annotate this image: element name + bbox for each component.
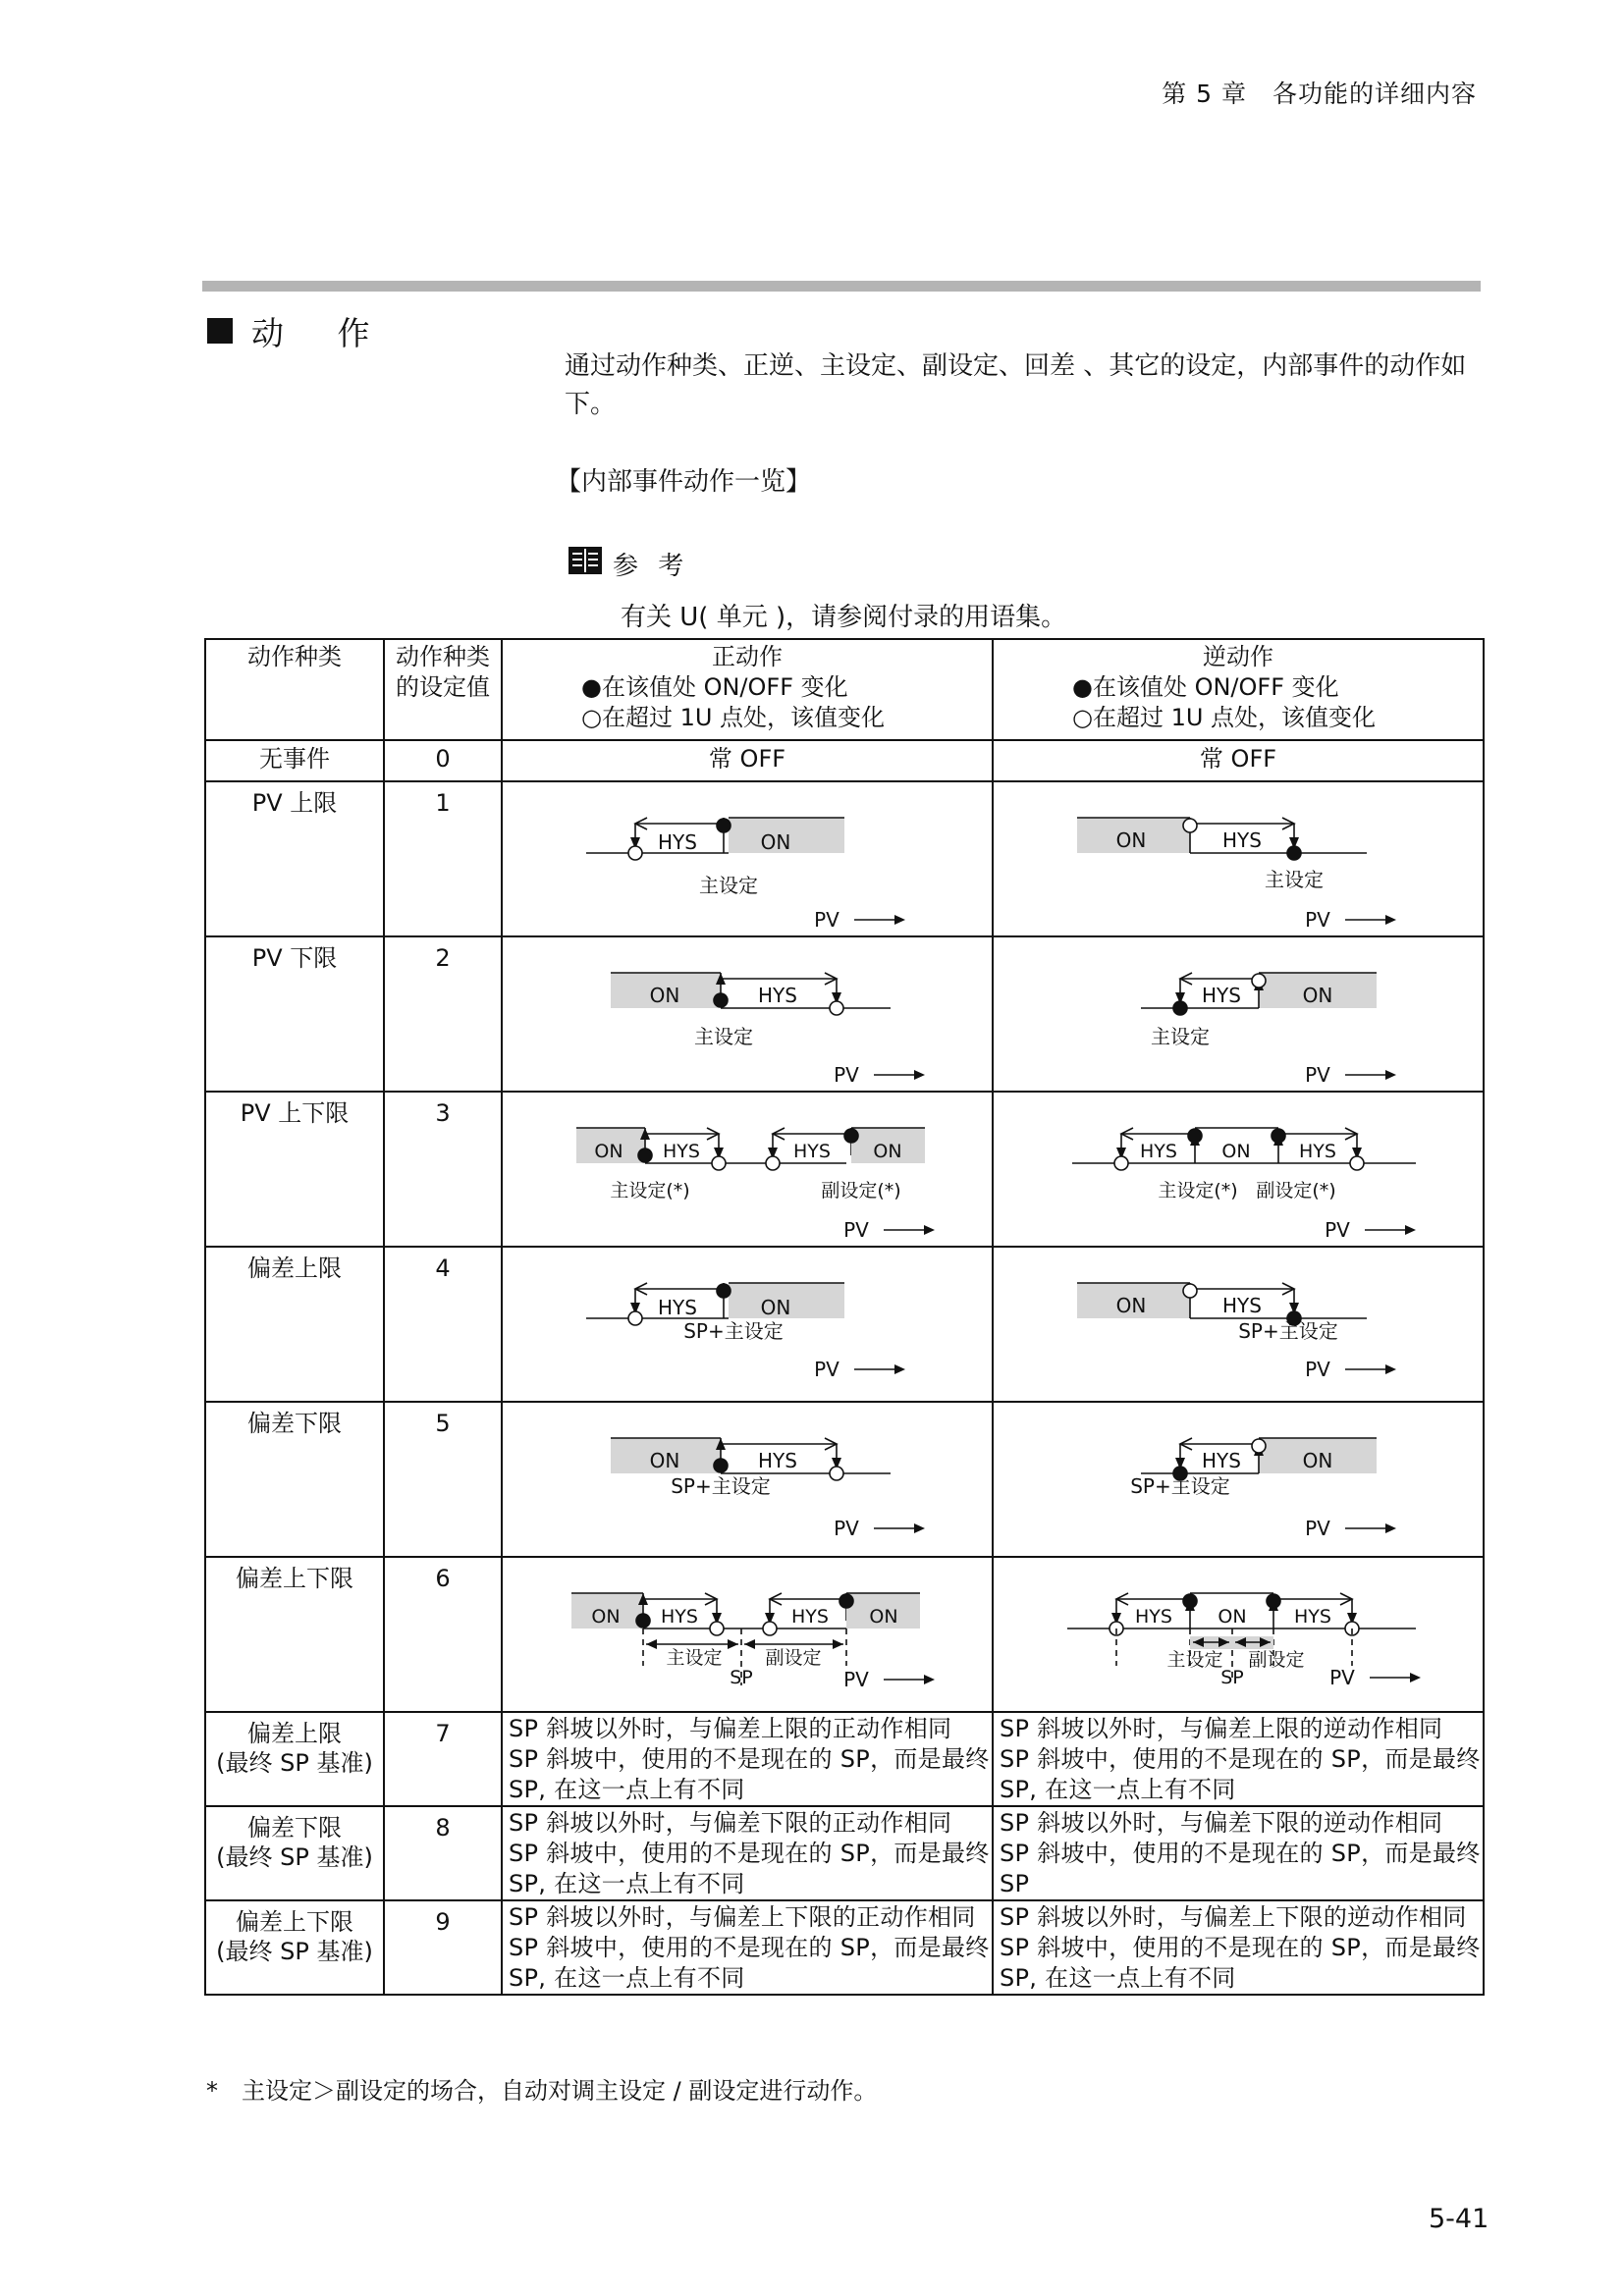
row-value: 9 bbox=[384, 1900, 502, 1995]
label-sp: SP bbox=[730, 1667, 753, 1688]
switch-point-dot bbox=[1173, 1001, 1187, 1015]
switch-point-dot bbox=[1267, 1594, 1280, 1608]
row-type: PV 上限 bbox=[205, 781, 384, 936]
switch-point-dot bbox=[717, 1284, 731, 1298]
label-hys: HYS bbox=[661, 1606, 698, 1628]
label-on: ON bbox=[1221, 1141, 1251, 1162]
label-on: ON bbox=[1115, 1294, 1147, 1317]
label-hys: HYS bbox=[1202, 984, 1241, 1007]
label-main-set: 主设定 bbox=[699, 874, 758, 897]
reverse-action-diagram bbox=[994, 782, 1485, 934]
label-hys: HYS bbox=[658, 830, 697, 854]
label-on: ON bbox=[1115, 828, 1147, 852]
offset-point-circle bbox=[830, 1001, 843, 1015]
row-reverse-text: SP 斜坡以外时，与偏差上限的逆动作相同 SP 斜坡中，使用的不是现在的 SP，而是最终 SP, 在这一点上有不同 bbox=[993, 1712, 1484, 1806]
row-value: 7 bbox=[384, 1712, 502, 1806]
reverse-action-diagram bbox=[994, 1093, 1485, 1245]
offset-point-circle bbox=[628, 846, 642, 860]
offset-point-circle bbox=[1114, 1156, 1128, 1170]
row-value: 1 bbox=[384, 781, 502, 936]
label-sp: SP bbox=[1220, 1667, 1244, 1688]
table-row bbox=[205, 1712, 1484, 1806]
offset-point-circle bbox=[830, 1467, 843, 1480]
table-row bbox=[205, 1900, 1484, 1995]
label-pv: PV bbox=[1325, 1218, 1350, 1242]
row-reverse-diagram bbox=[993, 1402, 1484, 1557]
table-row bbox=[205, 1806, 1484, 1900]
label-sp-main: SP+主设定 bbox=[1238, 1319, 1338, 1343]
reverse-action-diagram bbox=[994, 1558, 1485, 1710]
reference-note: 有关 U( 单元 )，请参阅付录的用语集。 bbox=[621, 603, 1067, 632]
row-reverse-diagram bbox=[993, 936, 1484, 1092]
switch-point-dot bbox=[714, 993, 728, 1007]
label-pv: PV bbox=[814, 908, 839, 932]
arrow-head bbox=[646, 1639, 657, 1649]
label-pv: PV bbox=[834, 1063, 859, 1087]
row-reverse-text: 常 OFF bbox=[993, 740, 1484, 781]
book-icon bbox=[568, 546, 603, 575]
table-row bbox=[205, 740, 1484, 781]
pv-arrow-icon bbox=[914, 1070, 925, 1080]
label-pv: PV bbox=[843, 1668, 869, 1691]
row-reverse-diagram bbox=[993, 1557, 1484, 1712]
table-row bbox=[205, 1402, 1484, 1557]
pv-arrow-icon bbox=[924, 1225, 935, 1235]
legend-on: ●在该值处 ON/OFF 变化 bbox=[1072, 673, 1339, 701]
reverse-action-diagram bbox=[994, 1248, 1485, 1400]
direct-action-diagram bbox=[503, 1558, 994, 1710]
arrow-head bbox=[744, 1639, 755, 1649]
pv-arrow-icon bbox=[1410, 1673, 1421, 1682]
row-type: 偏差下限 (最终 SP 基准) bbox=[205, 1806, 384, 1900]
label-main-set-star: 主设定(*) bbox=[1158, 1180, 1238, 1201]
pv-arrow-icon bbox=[894, 1364, 905, 1374]
label-sp-main: SP+主设定 bbox=[683, 1319, 784, 1343]
row-reverse-text: SP 斜坡以外时，与偏差上下限的逆动作相同 SP 斜坡中，使用的不是现在的 SP，而是最终 SP, 在这一点上有不同 bbox=[993, 1900, 1484, 1995]
header-direct bbox=[502, 639, 993, 740]
direct-action-diagram bbox=[503, 1093, 994, 1245]
label-hys: HYS bbox=[1202, 1449, 1241, 1472]
row-reverse-text: SP 斜坡以外时，与偏差下限的逆动作相同 SP 斜坡中，使用的不是现在的 SP，而是最终 SP bbox=[993, 1806, 1484, 1900]
table-row bbox=[205, 1092, 1484, 1247]
switch-point-dot bbox=[1287, 846, 1301, 860]
label-sub-set: 副设定 bbox=[1248, 1649, 1305, 1671]
row-value: 5 bbox=[384, 1402, 502, 1557]
row-value: 3 bbox=[384, 1092, 502, 1247]
label-pv: PV bbox=[1305, 1063, 1330, 1087]
row-type: 偏差上下限 (最终 SP 基准) bbox=[205, 1900, 384, 1995]
label-sub-set-star: 副设定(*) bbox=[821, 1180, 901, 1201]
label-on: ON bbox=[594, 1141, 623, 1162]
row-reverse-diagram bbox=[993, 781, 1484, 936]
label-hys: HYS bbox=[1135, 1606, 1172, 1628]
label-on: ON bbox=[649, 984, 680, 1007]
label-on: ON bbox=[760, 1296, 791, 1319]
section-rule bbox=[202, 281, 1481, 292]
switch-point-dot bbox=[638, 1148, 652, 1162]
switch-point-dot bbox=[714, 1459, 728, 1472]
table-row bbox=[205, 781, 1484, 936]
label-pv: PV bbox=[1305, 1358, 1330, 1381]
row-direct-diagram bbox=[502, 1247, 993, 1402]
label-pv: PV bbox=[1329, 1666, 1355, 1689]
row-type: PV 上下限 bbox=[205, 1092, 384, 1247]
reference-label: 参 考 bbox=[613, 552, 690, 581]
label-hys: HYS bbox=[791, 1606, 829, 1628]
pv-arrow-icon bbox=[1385, 1070, 1396, 1080]
section-square-icon bbox=[207, 318, 233, 344]
label-sub-set-star: 副设定(*) bbox=[1256, 1180, 1336, 1201]
switch-point-dot bbox=[844, 1129, 858, 1143]
row-direct-text: SP 斜坡以外时，与偏差上下限的正动作相同 SP 斜坡中，使用的不是现在的 SP，而是最终 SP, 在这一点上有不同 bbox=[502, 1900, 993, 1995]
label-hys: HYS bbox=[658, 1296, 697, 1319]
row-type: 偏差下限 bbox=[205, 1402, 384, 1557]
label-on: ON bbox=[760, 830, 791, 854]
direct-action-diagram bbox=[503, 782, 994, 934]
page-number: 5-41 bbox=[1429, 2204, 1489, 2234]
intro-text: 通过动作种类、正逆、主设定、副设定、回差 、其它的设定，内部事件的动作如下。 bbox=[565, 351, 1467, 419]
switch-point-dot bbox=[1272, 1129, 1285, 1143]
table-row bbox=[205, 1247, 1484, 1402]
event-action-table bbox=[204, 638, 1485, 1996]
label-main-set: 主设定 bbox=[666, 1647, 723, 1669]
table-header-row bbox=[205, 639, 1484, 740]
label-on: ON bbox=[1302, 984, 1333, 1007]
label-on: ON bbox=[649, 1449, 680, 1472]
row-direct-diagram bbox=[502, 1402, 993, 1557]
row-value: 8 bbox=[384, 1806, 502, 1900]
header-direct-title: 正动作 bbox=[712, 643, 783, 670]
offset-point-circle bbox=[766, 1156, 780, 1170]
direct-action-diagram bbox=[503, 1403, 994, 1555]
label-main-set: 主设定 bbox=[1265, 868, 1324, 891]
row-value: 4 bbox=[384, 1247, 502, 1402]
label-main-set-star: 主设定(*) bbox=[610, 1180, 690, 1201]
label-main-set: 主设定 bbox=[694, 1025, 753, 1048]
label-hys: HYS bbox=[758, 1449, 797, 1472]
switch-point-dot bbox=[1183, 1594, 1197, 1608]
row-direct-text: 常 OFF bbox=[502, 740, 993, 781]
offset-point-circle bbox=[1350, 1156, 1364, 1170]
label-main-set: 主设定 bbox=[1151, 1025, 1210, 1048]
row-value: 6 bbox=[384, 1557, 502, 1712]
table-row bbox=[205, 1557, 1484, 1712]
label-hys: HYS bbox=[1294, 1606, 1331, 1628]
header-type: 动作种类 bbox=[205, 639, 384, 740]
table-row bbox=[205, 936, 1484, 1092]
row-type: 无事件 bbox=[205, 740, 384, 781]
offset-point-circle bbox=[1252, 974, 1266, 988]
direct-action-diagram bbox=[503, 937, 994, 1090]
label-hys: HYS bbox=[663, 1141, 700, 1162]
label-on: ON bbox=[869, 1606, 898, 1628]
label-hys: HYS bbox=[1299, 1141, 1336, 1162]
row-value: 0 bbox=[384, 740, 502, 781]
row-direct-text: SP 斜坡以外时，与偏差上限的正动作相同 SP 斜坡中，使用的不是现在的 SP，而是最终 SP, 在这一点上有不同 bbox=[502, 1712, 993, 1806]
switch-point-dot bbox=[839, 1594, 853, 1608]
label-hys: HYS bbox=[758, 984, 797, 1007]
label-pv: PV bbox=[1305, 1517, 1330, 1540]
row-direct-text: SP 斜坡以外时，与偏差下限的正动作相同 SP 斜坡中，使用的不是现在的 SP，而是最终 SP, 在这一点上有不同 bbox=[502, 1806, 993, 1900]
pv-arrow-icon bbox=[914, 1523, 925, 1533]
row-type: 偏差上限 bbox=[205, 1247, 384, 1402]
reverse-action-diagram bbox=[994, 1403, 1485, 1555]
header-reverse-title: 逆动作 bbox=[1203, 643, 1273, 670]
offset-point-circle bbox=[710, 1622, 724, 1635]
row-type: PV 下限 bbox=[205, 936, 384, 1092]
offset-point-circle bbox=[763, 1622, 777, 1635]
row-type: 偏差上限 (最终 SP 基准) bbox=[205, 1712, 384, 1806]
label-on: ON bbox=[591, 1606, 621, 1628]
label-on: ON bbox=[1302, 1449, 1333, 1472]
offset-point-circle bbox=[1183, 1284, 1197, 1298]
row-direct-diagram bbox=[502, 1092, 993, 1247]
row-value: 2 bbox=[384, 936, 502, 1092]
footnote: * 主设定＞副设定的场合，自动对调主设定 / 副设定进行动作。 bbox=[206, 2077, 878, 2105]
label-hys: HYS bbox=[1140, 1141, 1177, 1162]
reverse-action-diagram bbox=[994, 937, 1485, 1090]
row-reverse-diagram bbox=[993, 1092, 1484, 1247]
offset-point-circle bbox=[1183, 819, 1197, 832]
label-on: ON bbox=[1218, 1606, 1247, 1628]
label-hys: HYS bbox=[793, 1141, 831, 1162]
legend-on: ●在该值处 ON/OFF 变化 bbox=[581, 673, 848, 701]
switch-point-dot bbox=[636, 1614, 650, 1628]
section-title: 动 作 bbox=[251, 314, 392, 352]
label-pv: PV bbox=[814, 1358, 839, 1381]
header-value: 动作种类的设定值 bbox=[384, 639, 502, 740]
offset-point-circle bbox=[712, 1156, 726, 1170]
label-on: ON bbox=[873, 1141, 902, 1162]
pv-arrow-icon bbox=[1385, 915, 1396, 925]
label-hys: HYS bbox=[1222, 828, 1262, 852]
pv-arrow-icon bbox=[924, 1675, 935, 1684]
legend-over: ○在超过 1U 点处，该值变化 bbox=[1072, 704, 1377, 731]
row-direct-diagram bbox=[502, 1557, 993, 1712]
label-sp-main: SP+主设定 bbox=[1130, 1474, 1230, 1498]
label-sub-set: 副设定 bbox=[765, 1647, 822, 1669]
arrow-head bbox=[833, 1639, 843, 1649]
label-hys: HYS bbox=[1222, 1294, 1262, 1317]
label-pv: PV bbox=[834, 1517, 859, 1540]
label-sp-main: SP+主设定 bbox=[671, 1474, 771, 1498]
direct-action-diagram bbox=[503, 1248, 994, 1400]
switch-point-dot bbox=[717, 819, 731, 832]
offset-point-circle bbox=[628, 1311, 642, 1325]
label-main-set: 主设定 bbox=[1166, 1649, 1223, 1671]
pv-arrow-icon bbox=[1385, 1523, 1396, 1533]
pv-arrow-icon bbox=[1385, 1364, 1396, 1374]
header-reverse bbox=[993, 639, 1484, 740]
row-type: 偏差上下限 bbox=[205, 1557, 384, 1712]
legend-over: ○在超过 1U 点处，该值变化 bbox=[581, 704, 886, 731]
chapter-header: 第 5 章 各功能的详细内容 bbox=[1162, 80, 1477, 108]
row-direct-diagram bbox=[502, 781, 993, 936]
pv-arrow-icon bbox=[894, 915, 905, 925]
arrow-head bbox=[728, 1639, 738, 1649]
switch-point-dot bbox=[1188, 1129, 1202, 1143]
offset-point-circle bbox=[1252, 1439, 1266, 1453]
pv-arrow-icon bbox=[1405, 1225, 1416, 1235]
label-pv: PV bbox=[843, 1218, 869, 1242]
list-title: 【内部事件动作一览】 bbox=[556, 467, 812, 497]
row-reverse-diagram bbox=[993, 1247, 1484, 1402]
label-pv: PV bbox=[1305, 908, 1330, 932]
row-direct-diagram bbox=[502, 936, 993, 1092]
